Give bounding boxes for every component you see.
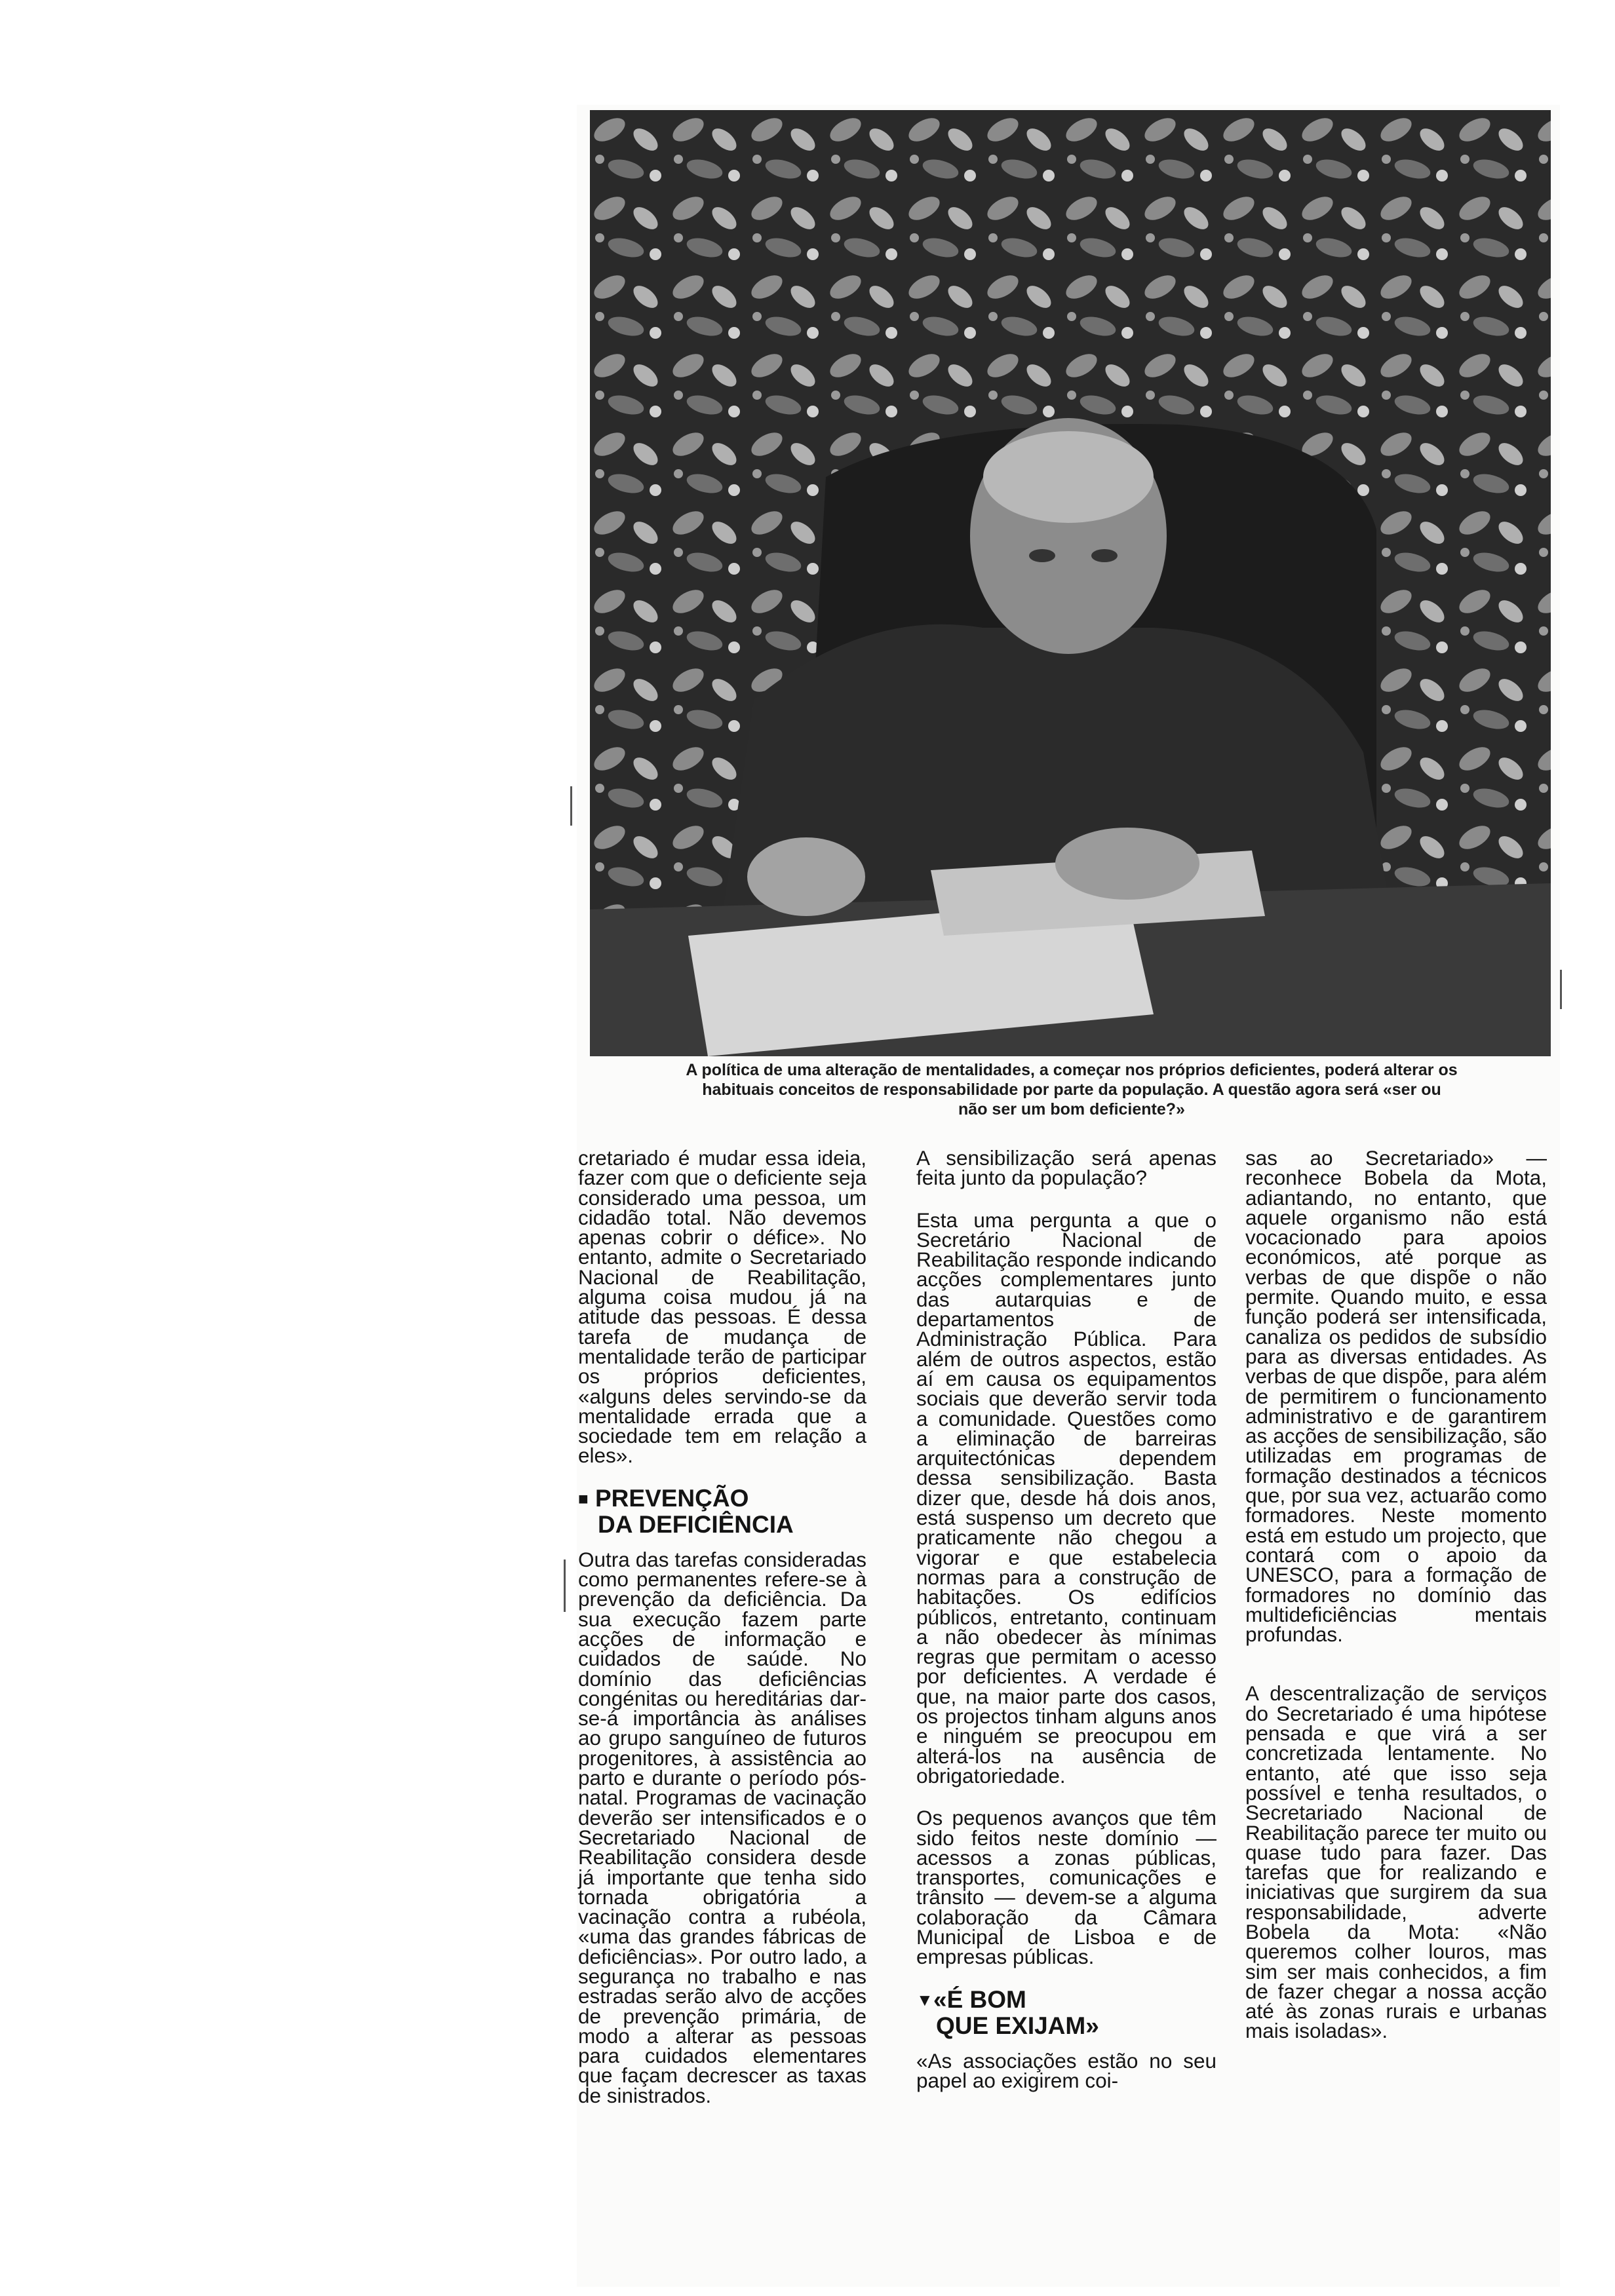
scan-mark [570,786,572,826]
scan-mark [1560,970,1562,1009]
heading-text: PREVENÇÃO [595,1484,749,1512]
article-column-2 [916,1148,1216,2090]
article-photo [590,110,1551,1056]
caption-line: não ser um bom deficiente?» [958,1100,1185,1119]
photo-icon [590,110,1551,1056]
section-heading [578,1485,866,1538]
paragraph: «As associações estão no seu papel ao exigirem coi- [916,2048,1216,2092]
scan-mark [564,1559,566,1612]
caption-line: A política de uma alteração de mentalidades, a começar nos próprios deficientes, poderá alterar os [686,1061,1458,1079]
paragraph: Outra das tarefas consideradas como permanentes refere-se à prevenção da deficiência. Da sua execução fazem parte acções de informação e cuidados de saúde. No domínio das deficiências congénitas ou hereditárias dar-se-á importância às análises ao grupo sanguíneo de futuros progenitores, à assistência ao parto e durante o período pós-natal. Programas de vacinação deverão ser intensificados e o Secretariado Nacional de Reabilitação considera desde já importante que tenha sido tornada obrigatória a vacinação contra a rubéola, «uma das grandes fábricas de deficiências». Por outro lado, a segurança no trabalho e nas estradas serão alvo de acções de prevenção primária, de modo a alterar as pessoas para cuidados elementares que façam decrescer as taxas de sinistrados. [578,1547,866,2107]
paragraph: Esta uma pergunta a que o Secretário Nacional de Reabilitação responde indicando acções complementares junto das autarquias e de departamentos de Administração Pública. Para além de outros aspectos, estão aí em causa os equipamentos sociais que deverão servir toda a comunidade. Questões como a eliminação de barreiras arquitectónicas dependem dessa sensibilização. Basta dizer que, desde há dois anos, está suspenso um decreto que praticamente não chegou a vigorar e que estabelecia normas para a construção de habitações. Os edifícios públicos, entretanto, continuam a não obedecer às mínimas regras que permitam o acesso por deficientes. A verdade é que, na maior parte dos casos, os projectos tinham alguns anos e ninguém se preocupou em alterá-los na ausência de obrigatoriedade. [916,1208,1216,1788]
caption-line: habituais conceitos de responsabilidade por parte da população. A questão agora será «ser ou [702,1081,1441,1099]
heading-text: QUE EXIJAM» [936,2012,1099,2039]
bullet-icon: ▼ [916,1989,933,2010]
paragraph: A sensibilização será apenas feita junto da população? [916,1146,1216,1190]
bullet-icon: ■ [578,1488,589,1508]
paragraph: sas ao Secretariado» — reconhece Bobela da Mota, adiantando, no entanto, que aquele organismo não está vocacionado para apoios económicos, até porque as verbas de que dispõe o não permite. Quando muito, e essa função poderá ser intensificada, canaliza os pedidos de subsídio para as diversas entidades. As verbas de que dispõe, para além de permitirem o funcionamento administrativo e de garantirem as acções de sensibilização, são utilizadas em programas de formação destinados a técnicos que, por sua vez, actuarão como formadores. Neste momento está em estudo um projecto, que contará com o apoio da UNESCO, para a formação de formadores no domínio das multideficiências mentais profundas. [1245,1146,1547,1647]
heading-text: «É BOM [933,1985,1026,2013]
paragraph: A descentralização de serviços do Secretariado é uma hipótese pensada e que virá a ser concretizada lentamente. No entanto, até que isso seja possível e tenha resultados, o Secretariado Nacional de Reabilitação parece ter muito ou quase tudo para fazer. Das tarefas que for realizando e iniciativas que surgirem da sua responsabilidade, adverte Bobela da Mota: «Não queremos colher louros, mas sim ser mais conhecidos, a fim de fazer chegar a nossa acção até às zonas rurais e urbanas mais isoladas». [1245,1681,1547,2043]
section-heading [916,1987,1216,2039]
heading-text: DA DEFICIÊNCIA [598,1510,794,1538]
article-column-1 [578,1148,866,2105]
paragraph: Os pequenos avanços que têm sido feitos neste domínio — acessos a zonas públicas, transportes, comunicações e trânsito — devem-se a alguma colaboração da Câmara Municipal de Lisboa e de empresas públicas. [916,1806,1216,1969]
photo-caption [610,1060,1534,1119]
paragraph: cretariado é mudar essa ideia, fazer com que o deficiente seja considerado uma pessoa, um cidadão total. Não devemos apenas cobrir o défice». No entanto, admite o Secretariado Nacional de Reabilitação, alguma coisa mudou já na atitude das pessoas. É dessa tarefa de mudança de mentalidade terão de participar os próprios deficientes, «alguns deles servindo-se da mentalidade errada que a sociedade tem em relação a eles». [578,1146,866,1468]
article-column-3 [1245,1148,1547,2041]
